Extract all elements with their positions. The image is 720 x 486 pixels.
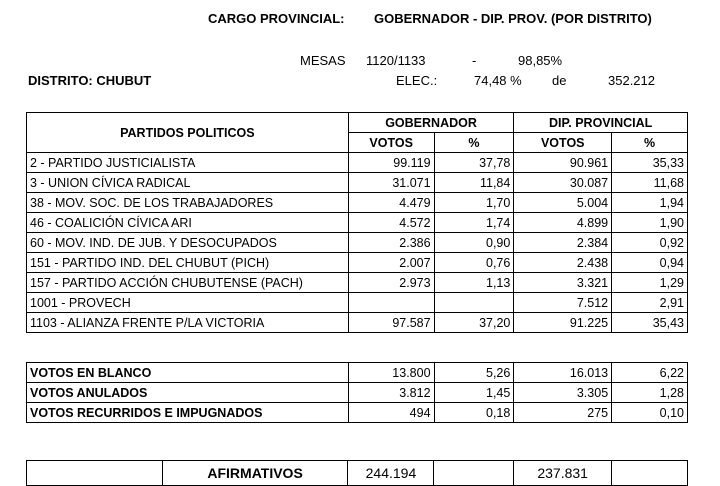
- dip-pct: 1,29: [612, 273, 688, 293]
- gob-votos: 2.007: [348, 253, 434, 273]
- afirmativos-label: AFIRMATIVOS: [162, 461, 348, 486]
- table-row: [27, 363, 688, 383]
- dip-votos: 5.004: [514, 193, 612, 213]
- dip-votos: 90.961: [514, 153, 612, 173]
- dip-pct: 11,68: [612, 173, 688, 193]
- dip-pct: 0,94: [612, 253, 688, 273]
- col-gob-votos: VOTOS: [348, 133, 434, 153]
- distrito-label: DISTRITO: CHUBUT: [28, 73, 152, 88]
- col-gobernador: GOBERNADOR: [348, 113, 514, 133]
- dip-votos: 2.438: [514, 253, 612, 273]
- mesas-pct: 98,85%: [518, 53, 563, 68]
- dip-votos: 4.899: [514, 213, 612, 233]
- dip-pct: 1,90: [612, 213, 688, 233]
- gob-pct: [434, 293, 514, 313]
- gob-pct: 37,78: [434, 153, 514, 173]
- afirmativos-row: [27, 461, 688, 486]
- gob-pct: 5,26: [434, 363, 514, 383]
- dip-pct: 0,10: [612, 403, 688, 423]
- party-name: 1001 - PROVECH: [27, 293, 349, 313]
- table-row: [27, 383, 688, 403]
- gob-votos: 3.812: [348, 383, 434, 403]
- party-name: 46 - COALICIÓN CÍVICA ARI: [27, 213, 349, 233]
- cargo-label: CARGO PROVINCIAL:: [208, 11, 345, 26]
- gob-pct: 11,84: [434, 173, 514, 193]
- party-name: 151 - PARTIDO IND. DEL CHUBUT (PICH): [27, 253, 349, 273]
- gob-votos: 4.572: [348, 213, 434, 233]
- gob-pct: 0,90: [434, 233, 514, 253]
- dip-pct: 0,92: [612, 233, 688, 253]
- mesas-value: 1120/1133: [366, 53, 426, 68]
- gob-votos: 97.587: [348, 313, 434, 333]
- table-row: [27, 273, 688, 293]
- gob-pct: 1,74: [434, 213, 514, 233]
- table-row: [27, 313, 688, 333]
- col-dip-votos: VOTOS: [514, 133, 612, 153]
- party-name: 1103 - ALIANZA FRENTE P/LA VICTORIA: [27, 313, 349, 333]
- gob-pct: 1,70: [434, 193, 514, 213]
- empty-cell: [612, 461, 688, 486]
- gob-pct: 1,13: [434, 273, 514, 293]
- gob-votos: 2.386: [348, 233, 434, 253]
- party-name: 2 - PARTIDO JUSTICIALISTA: [27, 153, 349, 173]
- col-dip-pct: %: [612, 133, 688, 153]
- dip-votos: 2.384: [514, 233, 612, 253]
- gob-votos: 13.800: [348, 363, 434, 383]
- dip-votos: 7.512: [514, 293, 612, 313]
- dip-pct: 35,33: [612, 153, 688, 173]
- elec-label: ELEC.:: [396, 73, 438, 88]
- mesas-label: MESAS: [300, 53, 346, 68]
- dip-votos: 275: [514, 403, 612, 423]
- table-row: [27, 153, 688, 173]
- col-gob-pct: %: [434, 133, 514, 153]
- gob-votos: 494: [348, 403, 434, 423]
- dip-votos: 30.087: [514, 173, 612, 193]
- table-row: [27, 173, 688, 193]
- dip-votos: 16.013: [514, 363, 612, 383]
- gob-votos: 4.479: [348, 193, 434, 213]
- empty-cell: [434, 461, 514, 486]
- results-table: [26, 112, 688, 333]
- dip-pct: 2,91: [612, 293, 688, 313]
- mesas-dash: -: [472, 53, 477, 68]
- votes-label: VOTOS RECURRIDOS E IMPUGNADOS: [27, 403, 349, 423]
- dip-votos: 91.225: [514, 313, 612, 333]
- gob-pct: 0,18: [434, 403, 514, 423]
- elec-pct: 74,48 %: [474, 73, 522, 88]
- gob-pct: 0,76: [434, 253, 514, 273]
- party-name: 38 - MOV. SOC. DE LOS TRABAJADORES: [27, 193, 349, 213]
- party-name: 157 - PARTIDO ACCIÓN CHUBUTENSE (PACH): [27, 273, 349, 293]
- col-dip-provincial: DIP. PROVINCIAL: [514, 113, 688, 133]
- afirmativos-dip-votos: 237.831: [514, 461, 612, 486]
- afirmativos-table: [26, 460, 688, 486]
- votes-label: VOTOS EN BLANCO: [27, 363, 349, 383]
- special-votes-table: [26, 362, 688, 423]
- table-row: [27, 293, 688, 313]
- table-row: [27, 253, 688, 273]
- cargo-value: GOBERNADOR - DIP. PROV. (POR DISTRITO): [374, 11, 652, 26]
- party-name: 60 - MOV. IND. DE JUB. Y DESOCUPADOS: [27, 233, 349, 253]
- dip-votos: 3.305: [514, 383, 612, 403]
- dip-pct: 1,28: [612, 383, 688, 403]
- dip-pct: 35,43: [612, 313, 688, 333]
- votes-label: VOTOS ANULADOS: [27, 383, 349, 403]
- empty-cell: [27, 461, 163, 486]
- gob-votos: 2.973: [348, 273, 434, 293]
- dip-votos: 3.321: [514, 273, 612, 293]
- party-name: 3 - UNION CÍVICA RADICAL: [27, 173, 349, 193]
- gob-votos: [348, 293, 434, 313]
- gob-votos: 99.119: [348, 153, 434, 173]
- gob-pct: 1,45: [434, 383, 514, 403]
- table-row: [27, 213, 688, 233]
- table-row: [27, 403, 688, 423]
- gob-pct: 37,20: [434, 313, 514, 333]
- dip-pct: 1,94: [612, 193, 688, 213]
- dip-pct: 6,22: [612, 363, 688, 383]
- elec-de: de: [552, 73, 567, 88]
- table-row: [27, 193, 688, 213]
- col-partidos: PARTIDOS POLITICOS: [27, 113, 349, 153]
- table-row: [27, 233, 688, 253]
- elec-total: 352.212: [608, 73, 655, 88]
- afirmativos-gob-votos: 244.194: [348, 461, 434, 486]
- gob-votos: 31.071: [348, 173, 434, 193]
